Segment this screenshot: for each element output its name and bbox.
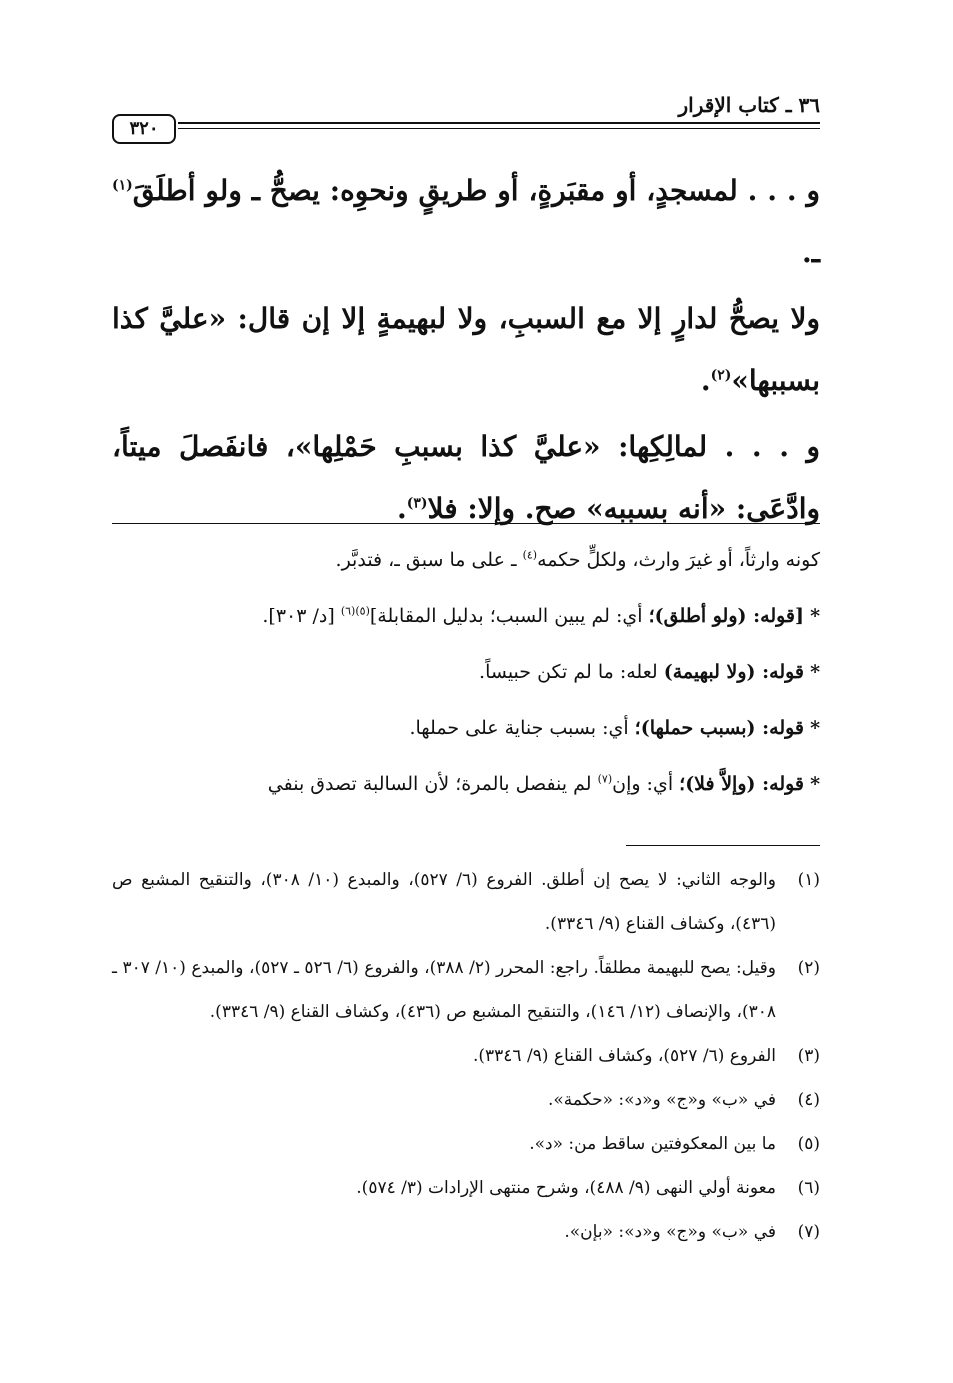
footnote-ref[interactable]: (١) — [112, 177, 133, 194]
matn-text: . — [397, 492, 407, 525]
footnote-item — [112, 946, 820, 1034]
matn-text: ـ. — [802, 236, 820, 269]
footnote-item — [112, 1166, 820, 1210]
main-text — [112, 160, 820, 540]
footnote-ref[interactable]: (٧) — [597, 772, 613, 786]
commentary-line — [112, 532, 820, 588]
footnote-ref[interactable]: (٥)(٦) — [340, 604, 370, 618]
commentary-text: أي: بسبب جناية على حملها. — [409, 717, 635, 739]
footnote-number: (٦) — [797, 1178, 820, 1198]
commentary-line — [112, 644, 820, 700]
footnote-ref[interactable]: (٣) — [406, 495, 428, 512]
footnote-item — [112, 1210, 820, 1254]
matn-text: . — [700, 364, 711, 397]
footnote-number: (٣) — [797, 1046, 820, 1066]
footnote-ref[interactable]: (٢) — [710, 367, 732, 384]
footnote-item — [112, 1122, 820, 1166]
qawluh-heading: قوله: (بسبب حملها)؛ — [634, 717, 805, 739]
matn-paragraph — [112, 288, 820, 412]
footnote-number: (٢) — [797, 958, 820, 978]
commentary-text: كونه وارثاً، أو غيرَ وارث، ولكلٍّ حكمه — [537, 549, 820, 571]
commentary-text: أي: لم يبين السبب؛ بدليل المقابلة] — [369, 605, 649, 627]
footnote-item — [112, 1034, 820, 1078]
footnote-number: (٤) — [797, 1090, 820, 1110]
star-bullet-icon: * — [810, 717, 820, 739]
footnote-number: (١) — [797, 870, 820, 890]
footnote-number: (٥) — [797, 1134, 820, 1154]
header-rule-thin — [178, 128, 820, 129]
page-header — [112, 92, 820, 144]
footnote-text: وقيل: يصح للبهيمة مطلقاً. راجع: المحرر (٢/ ٣٨٨)، والفروع (٦/ ٥٢٦ ـ ٥٢٧)، والمبدع (١٠/ ٣٠٧ ـ ٣٠٨)، والإنصاف (١٢/ ١٤٦)، والتنقيح المشبع ص (٤٣٦)، وكشاف القناع (٩/ ٣٣٤٦). — [112, 958, 777, 1022]
footnote-number: (٧) — [797, 1222, 820, 1242]
footnote-text: والوجه الثاني: لا يصح إن أطلق. الفروع (٦/ ٥٢٧)، والمبدع (١٠/ ٣٠٨)، والتنقيح المشبع ص (٤٣٦)، وكشاف القناع (٩/ ٣٣٤٦). — [112, 870, 776, 934]
qawluh-heading: قوله: (ولا لبهيمة) — [663, 661, 805, 683]
matn-paragraph — [112, 160, 820, 284]
qawluh-heading: قوله: (وإلاَّ فلا)؛ — [679, 773, 805, 795]
header-rule — [178, 122, 820, 124]
page-number: ٣٢٠ — [112, 114, 176, 144]
footnote-item — [112, 1078, 820, 1122]
commentary-text: لعله: ما لم تكن حبيساً. — [479, 661, 664, 683]
star-bullet-icon: * — [810, 661, 820, 683]
star-bullet-icon: * — [810, 605, 820, 627]
footnote-divider — [626, 845, 820, 846]
footnote-text: في «ب» و«ج» و«د»: «بإن». — [564, 1222, 776, 1242]
qawluh-heading: [قوله: (ولو أطلق)؛ — [648, 605, 805, 627]
matn-text: و . . . لمسجدٍ، أو مقبَرةٍ، أو طريقٍ ونحوِه: يصحُّ ـ ولو أطلَقَ — [132, 174, 820, 207]
matn-text: و . . . لمالِكِها: «عليَّ كذا بسببِ حَمْلِها»، فانفَصلَ ميتاً، وادَّعَى: «أنه بسببه» صح. وإلا: فلا — [112, 430, 820, 525]
running-title: ٣٦ ـ كتاب الإقرار — [678, 93, 820, 117]
matn-paragraph — [112, 416, 820, 540]
footnote-item — [112, 858, 820, 946]
footnote-text: الفروع (٦/ ٥٢٧)، وكشاف القناع (٩/ ٣٣٤٦). — [472, 1046, 776, 1066]
matn-text: ولا يصحُّ لدارٍ إلا مع السببِ، ولا لبهيمةٍ إلا إن قال: «عليَّ كذا بسببها» — [112, 302, 820, 397]
star-bullet-icon: * — [810, 773, 820, 795]
section-divider — [112, 523, 820, 524]
manuscript-ref: [د/ ٣٠٣]. — [262, 605, 341, 627]
commentary-line — [112, 700, 820, 756]
commentary — [112, 532, 820, 812]
commentary-text: ـ على ما سبق ـ، فتدبَّر. — [335, 549, 523, 571]
commentary-line — [112, 756, 820, 812]
footnotes — [112, 858, 820, 1254]
footnote-text: ما بين المعكوفتين ساقط من: «د». — [529, 1134, 776, 1154]
commentary-line — [112, 588, 820, 644]
footnote-ref[interactable]: (٤) — [522, 548, 538, 562]
footnote-text: معونة أولي النهى (٩/ ٤٨٨)، وشرح منتهى الإرادات (٣/ ٥٧٤). — [356, 1178, 776, 1198]
commentary-text: أي: وإن — [612, 773, 680, 795]
footnote-text: في «ب» و«ج» و«د»: «حكمة». — [547, 1090, 776, 1110]
commentary-text: لم ينفصل بالمرة؛ لأن السالبة تصدق بنفي — [267, 773, 598, 795]
